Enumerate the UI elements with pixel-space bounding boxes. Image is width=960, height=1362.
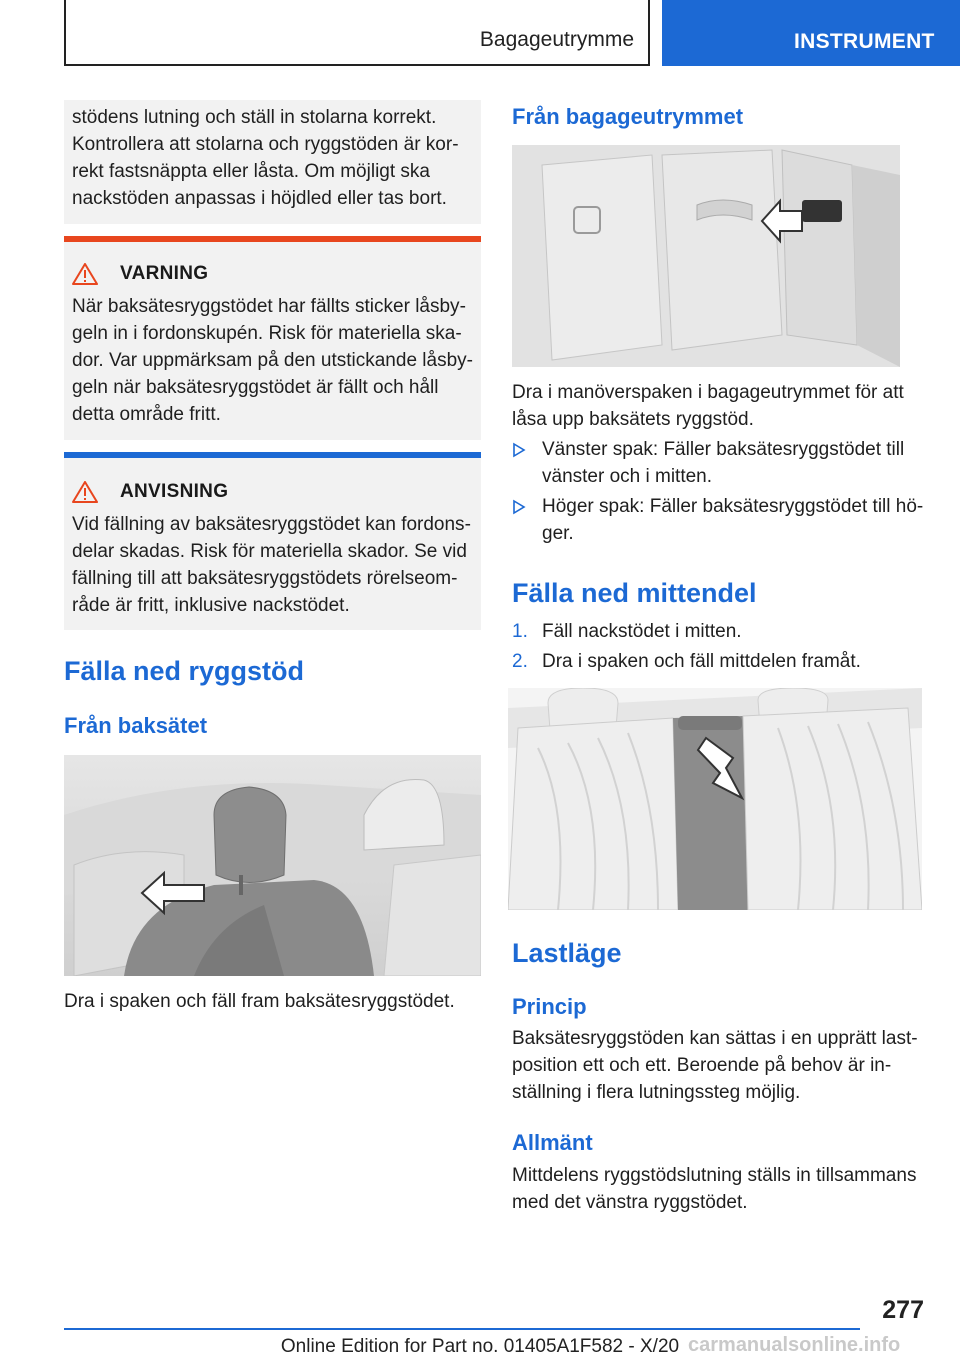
footer-watermark: carmanualsonline.info	[688, 1334, 901, 1356]
notice-title	[72, 481, 228, 503]
notice-text: Vid fällning av baksätesryggstödet kan fordonsdelar skadas. Risk för materiella skador. Se vid fällning till att baksätesryggstödets rörelseområde är fritt, inklusive nackstödet.	[72, 514, 471, 616]
figure-rear-seat-lever	[64, 755, 481, 976]
luggage-instruction: Dra i manöverspaken i bagageutrymmet för att låsa upp baksätets ryggstöd.	[512, 382, 904, 430]
header-chapter-tab	[662, 0, 960, 66]
footer-edition: Online Edition for Part no. 01405A1F582 - X/20	[280, 1336, 680, 1357]
step-number: 1.	[512, 621, 528, 642]
step-text: Fäll nackstödet i mitten.	[542, 621, 742, 642]
triangle-bullet-icon	[512, 493, 542, 547]
header-chapter-title: INSTRUMENT	[794, 30, 935, 53]
warning-title	[72, 263, 208, 285]
general-text: Mittdelens ryggstödslutning ställs in tillsammans med det vänstra ryggstödet.	[512, 1165, 917, 1213]
intro-text: stödens lutning och ställ in stolarna korrekt. Kontrollera att stolarna och ryggstöden är korrekt fastsnäppta eller låsta. Om möjligt ska nackstöden anpassas i höjdled eller tas bort.	[72, 107, 459, 209]
bullet-left-lever: Vänster spak: Fäller baksätesryggstödet till vänster och i mitten.	[542, 439, 905, 487]
step-number: 2.	[512, 651, 528, 672]
principle-text: Baksätesryggstöden kan sättas i en upprätt lastposition ett och ett. Beroende på behov är inställning i flera lutningssteg möjlig.	[512, 1028, 918, 1103]
heading-fold-center: Fälla ned mittendel	[512, 578, 757, 608]
header-section-title: Bagageutrymme	[479, 28, 634, 51]
step-text: Dra i spaken och fäll mittdelen framåt.	[542, 651, 861, 672]
heading-cargo-mode: Lastläge	[512, 938, 622, 968]
list-item	[512, 436, 926, 490]
list-item	[512, 618, 926, 645]
notice-label: ANVISNING	[120, 481, 229, 502]
warning-triangle-icon	[72, 481, 98, 503]
subheading-general: Allmänt	[512, 1130, 593, 1155]
subheading-principle: Princip	[512, 994, 587, 1019]
intro-box	[64, 100, 481, 224]
triangle-bullet-icon	[512, 436, 542, 490]
list-item	[512, 648, 926, 675]
footer-divider	[64, 1328, 860, 1330]
warning-triangle-icon	[72, 263, 98, 285]
heading-fold-backrest: Fälla ned ryggstöd	[64, 656, 305, 686]
figure-caption-rear-seat: Dra i spaken och fäll fram baksätesryggstödet.	[64, 991, 455, 1012]
warning-label: VARNING	[120, 263, 209, 284]
subheading-from-luggage: Från bagageutrymmet	[512, 104, 744, 129]
page-number: 277	[882, 1296, 924, 1324]
subheading-from-rear-seat: Från baksätet	[64, 713, 208, 738]
bullet-right-lever: Höger spak: Fäller baksätesryggstödet till höger.	[542, 496, 924, 544]
warning-text: När baksätesryggstödet har fällts sticker låsbygeln in i fordonskupén. Risk för materiella skador. Var uppmärksam på den utstickande låsbygeln när baksätesryggstödet är fällt och håll detta område fritt.	[72, 296, 473, 425]
header-section-tab	[64, 0, 650, 66]
list-item	[512, 493, 926, 547]
figure-center-section	[508, 688, 922, 910]
figure-luggage-lever	[512, 145, 900, 367]
